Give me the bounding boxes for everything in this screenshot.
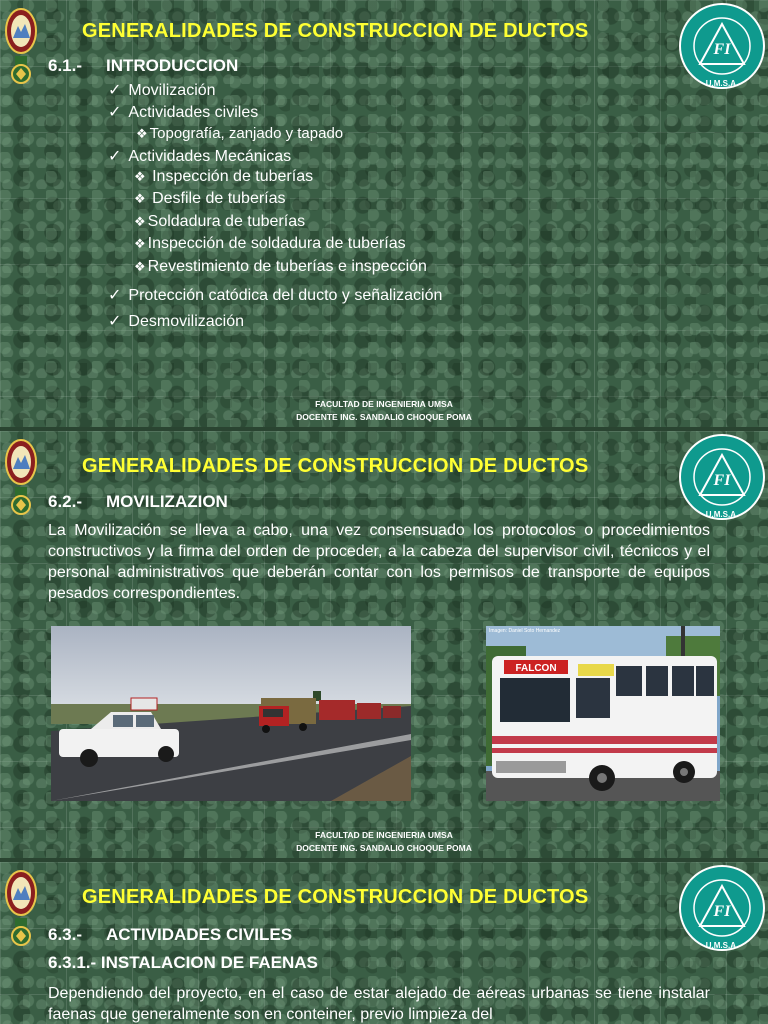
convoy-trucks-photo	[51, 626, 411, 801]
body-paragraph: Dependiendo del proyecto, en el caso de estar alejado de aéreas urbanas se tiene instalar faenas que generalmente son en conteiner, previo limpieza del	[48, 985, 710, 1023]
subsection-heading: 6.3.1.- INSTALACION DE FAENAS	[48, 953, 318, 972]
body-paragraph: La Movilización se lleva a cabo, una vez consensuado los protocolos o procedimientos constructivos y la firma del orden de proceder, a la cabeza del supervisor civil, técnicos y el personal administrativos que deberán contar con los permisos de transporte de equipos pesados correspondientes.	[48, 522, 710, 602]
svg-text:FI: FI	[713, 903, 731, 920]
list-subitem: ❖ Soldadura de tuberías	[134, 213, 305, 231]
svg-text:FI: FI	[713, 472, 731, 489]
slide-footer: FACULTAD DE INGENIERIA UMSA DOCENTE ING. SANDALIO CHOQUE POMA	[296, 399, 472, 422]
list-item: ✓ Actividades Mecánicas	[108, 146, 291, 166]
list-subitem: ❖ Inspección de tuberías	[134, 168, 313, 186]
svg-text:FALCON: FALCON	[515, 663, 557, 674]
svg-text:FI: FI	[713, 41, 731, 58]
section-heading: 6.1.- INTRODUCCION	[48, 56, 239, 75]
slide-introduccion	[0, 0, 768, 427]
svg-text:U.M.S.A.: U.M.S.A.	[705, 79, 739, 88]
list-subitem: ❖ Desfile de tuberías	[134, 190, 286, 208]
list-subitem: ❖ Inspección de soldadura de tuberías	[134, 235, 406, 253]
fi-umsa-logo-icon	[678, 864, 766, 952]
slide-footer: FACULTAD DE INGENIERIA UMSA DOCENTE ING. SANDALIO CHOQUE POMA	[296, 830, 472, 853]
bus-photo	[486, 626, 720, 801]
svg-text:U.M.S.A.: U.M.S.A.	[705, 510, 739, 519]
section-heading: 6.3.- ACTIVIDADES CIVILES	[48, 925, 293, 944]
fi-umsa-logo-icon	[678, 2, 766, 90]
svg-text:U.M.S.A.: U.M.S.A.	[705, 941, 739, 950]
slide-title: GENERALIDADES DE CONSTRUCCION DE DUCTOS	[82, 20, 589, 42]
section-heading: 6.2.- MOVILIZAZION	[48, 492, 228, 511]
slide-movilizacion	[0, 431, 768, 858]
university-shield-icon	[4, 6, 38, 90]
list-subitem: ❖ Revestimiento de tuberías e inspección	[134, 258, 427, 276]
list-item: ✓ Protección catódica del ducto y señalización	[108, 285, 442, 305]
university-shield-icon	[4, 437, 38, 521]
fi-umsa-logo-icon	[678, 433, 766, 521]
list-item: ✓ Actividades civiles	[108, 102, 258, 122]
slide-actividades-civiles	[0, 862, 768, 1024]
list-subitem: ❖ Topografía, zanjado y tapado	[136, 125, 343, 142]
list-item: ✓ Movilización	[108, 80, 216, 100]
slide-title: GENERALIDADES DE CONSTRUCCION DE DUCTOS	[82, 455, 589, 477]
list-item: ✓ Desmovilización	[108, 311, 244, 331]
slide-title: GENERALIDADES DE CONSTRUCCION DE DUCTOS	[82, 886, 589, 908]
svg-text:Imagen: Daniel Soto Hernandez: Imagen: Daniel Soto Hernandez	[489, 628, 561, 634]
university-shield-icon	[4, 868, 38, 952]
